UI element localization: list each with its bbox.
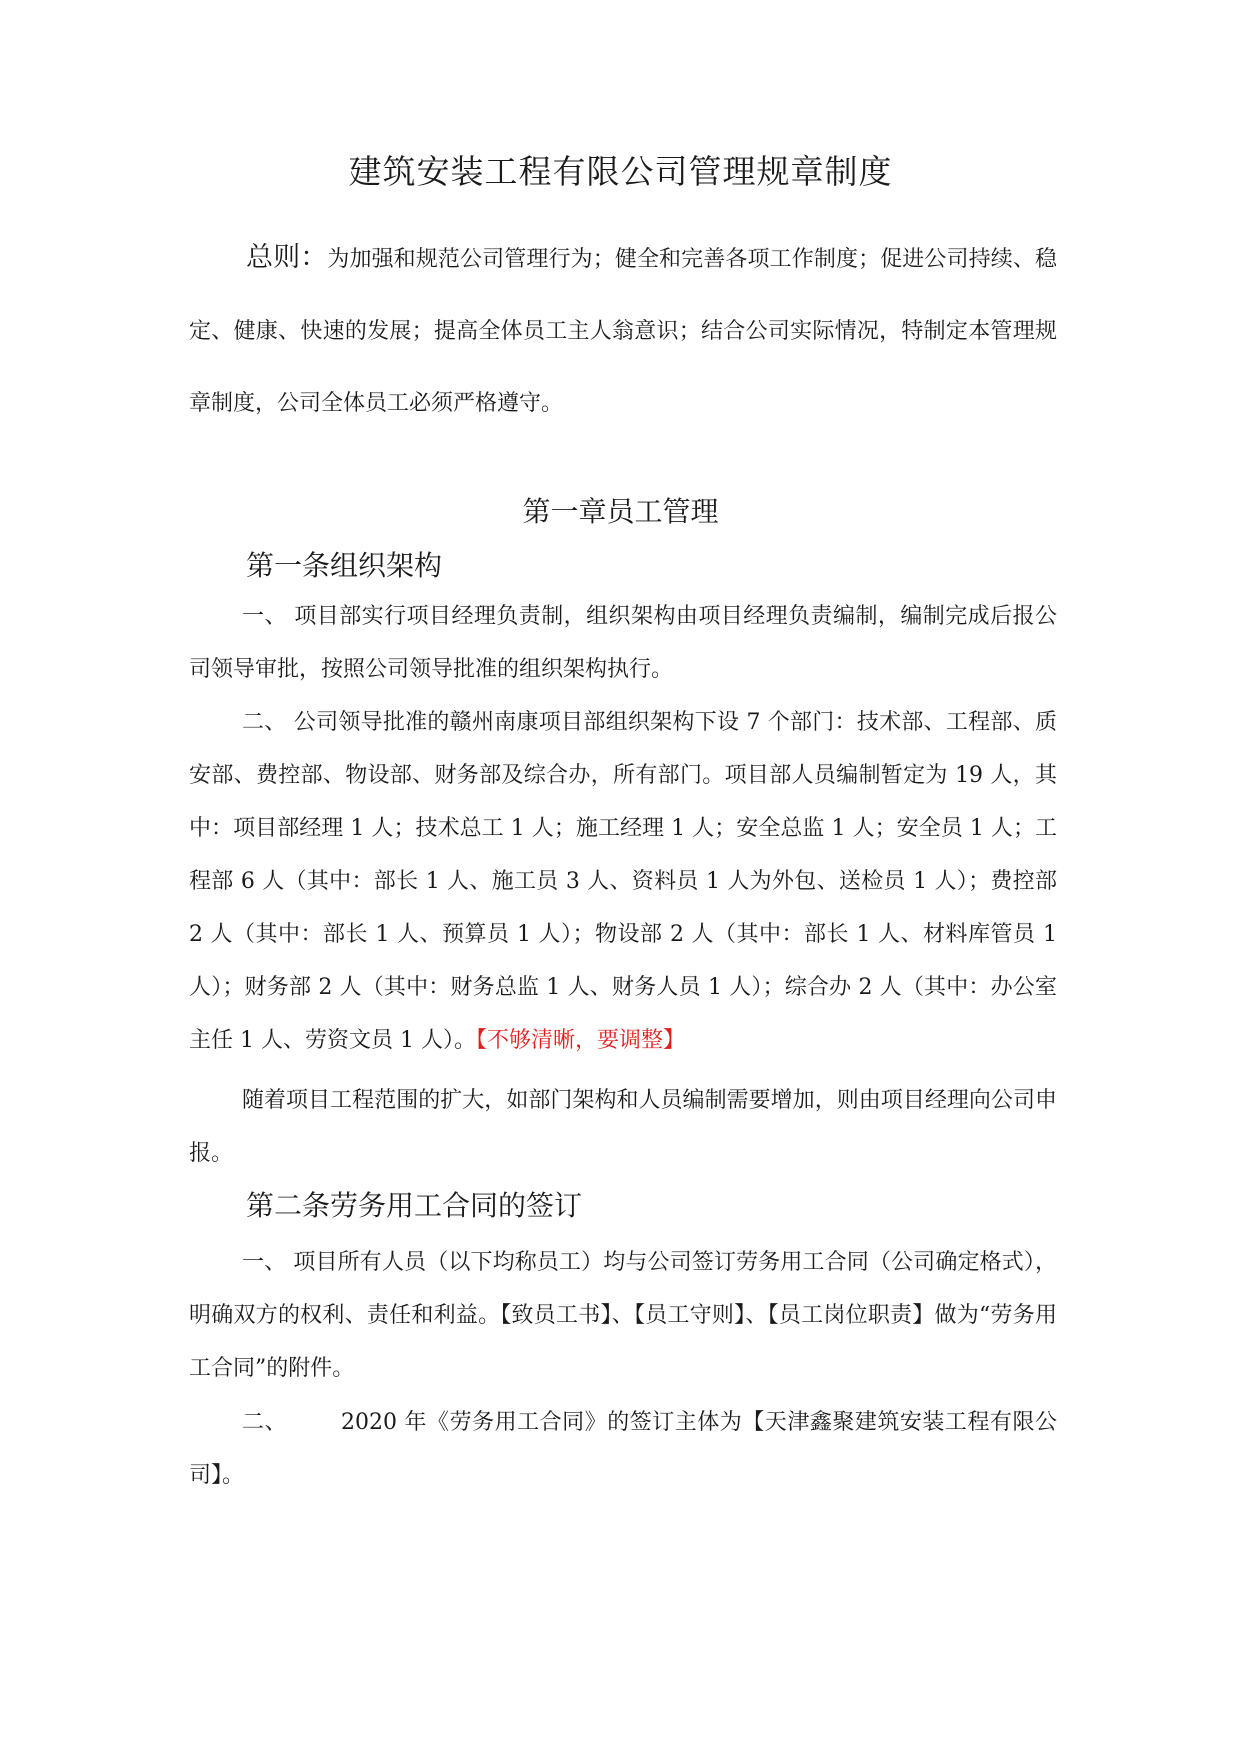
article-2-paragraph-1: 一、 项目所有人员（以下均称员工）均与公司签订劳务用工合同（公司确定格式），明确双方的权利、责任和利益。【致员工书】、【员工守则】、【员工岗位职责】做为“劳务用工合同”的附件。 [189,1250,1057,1381]
article-2-title: 第二条劳务用工合同的签订 [246,1189,583,1222]
article-2-paragraph-2 [189,1396,1057,1502]
chapter-1-title: 第一章员工管理 [522,495,719,528]
general-provisions-label: 总则： [246,242,328,273]
document-title: 建筑安装工程有限公司管理规章制度 [348,152,893,191]
review-note: 【不够清晰，要调整】 [475,1028,685,1053]
article-2-paragraph-2-prefix: 二、 [242,1410,288,1435]
article-1-paragraph-1: 一、 项目部实行项目经理负责制，组织架构由项目经理负责编制，编制完成后报公司领导审批，按照公司领导批准的组织架构执行。 [189,604,1057,682]
article-2-paragraph-2-text: 2020 年《劳务用工合同》的签订主体为【天津鑫聚建筑安装工程有限公司】。 [189,1410,1057,1488]
article-1-paragraph-2-text: 二、 公司领导批准的赣州南康项目部组织架构下设 7 个部门：技术部、工程部、质安部、费控部、物设部、财务部及综合办，所有部门。项目部人员编制暂定为 19 人，其中：项目部经理 1 人；技术总工 1 人；施工经理 1 人；安全总监 1 人；安全员 1 人；工程部 6 人（其中：部长 1 人、施工员 3 人、资料员 1 人为外包、送检员 1 人）；费控部 2 人（其中：部长 1 人、预算员 1 人）；物设部 2 人（其中：部长 1 人、材料库管员 1 人）；财务部 2 人（其中：财务总监 1 人、财务人员 1 人）；综合办 2 人（其中：办公室主任 1 人、劳资文员 1 人）。 [189,710,1057,1053]
article-1-title: 第一条组织架构 [246,549,443,582]
article-1-paragraph-2 [189,696,1057,1067]
general-provisions-text: 为加强和规范公司管理行为；健全和完善各项工作制度；促进公司持续、稳定、健康、快速的发展；提高全体员工主人翁意识；结合公司实际情况，特制定本管理规章制度，公司全体员工必须严格遵守。 [189,247,1057,416]
general-provisions [189,222,1057,440]
article-1-paragraph-3: 随着项目工程范围的扩大，如部门架构和人员编制需要增加，则由项目经理向公司申报。 [189,1088,1057,1166]
